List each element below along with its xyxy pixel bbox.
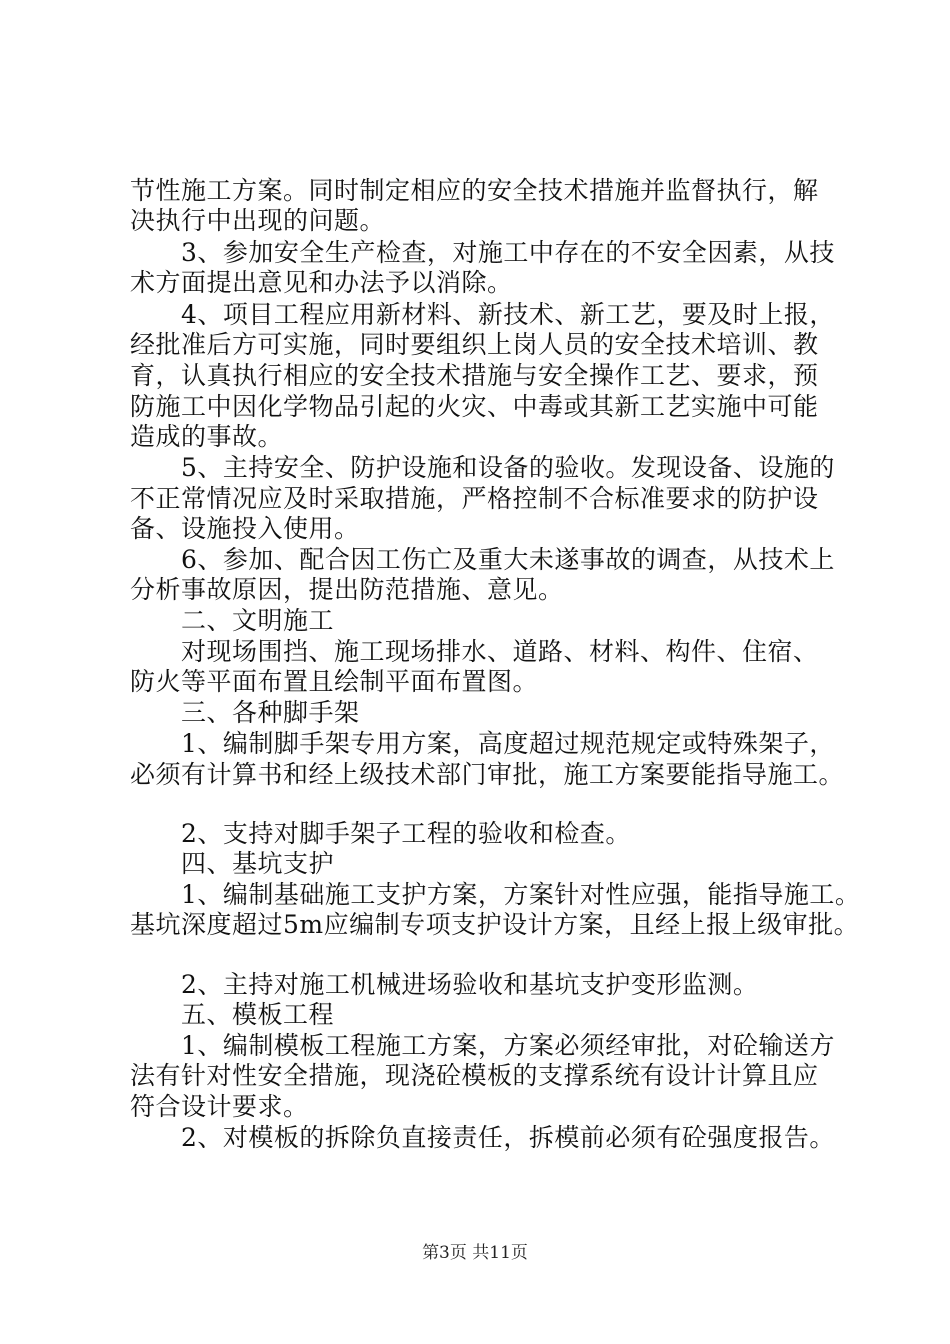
text-line: 育，认真执行相应的安全技术措施与安全操作工艺、要求，预 xyxy=(130,361,819,390)
text-line: 符合设计要求。 xyxy=(130,1092,309,1121)
text-line: 分析事故原因，提出防范措施、意见。 xyxy=(130,575,564,604)
text-line: 基坑深度超过5m应编制专项支护设计方案，且经上报上级审批。 xyxy=(130,910,860,939)
text-line: 经批准后方可实施，同时要组织上岗人员的安全技术培训、教 xyxy=(130,330,819,359)
text-line: 法有针对性安全措施，现浇砼模板的支撑系统有设计计算且应 xyxy=(130,1061,819,1090)
text-line: 备、设施投入使用。 xyxy=(130,514,360,543)
text-line: 不正常情况应及时采取措施，严格控制不合标准要求的防护设 xyxy=(130,484,819,513)
text-line: 节性施工方案。同时制定相应的安全技术措施并监督执行，解 xyxy=(130,176,819,205)
text-line: 6、参加、配合因工伤亡及重大未遂事故的调查，从技术上 xyxy=(130,545,835,574)
text-line: 1、编制基础施工支护方案，方案针对性应强，能指导施工。 xyxy=(130,880,861,909)
text-line: 2、对模板的拆除负直接责任，拆模前必须有砼强度报告。 xyxy=(130,1123,835,1152)
text-line: 对现场围挡、施工现场排水、道路、材料、构件、住宿、 xyxy=(130,637,819,666)
text-line: 造成的事故。 xyxy=(130,422,284,451)
section-heading: 五、模板工程 xyxy=(130,1000,335,1029)
text-line: 5、主持安全、防护设施和设备的验收。发现设备、设施的 xyxy=(130,453,835,482)
text-line: 防施工中因化学物品引起的火灾、中毒或其新工艺实施中可能 xyxy=(130,392,819,421)
section-heading: 四、基坑支护 xyxy=(130,849,335,878)
text-line: 2、支持对脚手架子工程的验收和检查。 xyxy=(130,819,631,848)
text-line: 3、参加安全生产检查，对施工中存在的不安全因素，从技 xyxy=(130,238,835,267)
section-heading: 三、各种脚手架 xyxy=(130,698,360,727)
page-number-footer: 第3页 共11页 xyxy=(422,1243,528,1263)
text-line: 2、主持对施工机械进场验收和基坑支护变形监测。 xyxy=(130,970,759,999)
text-line: 必须有计算书和经上级技术部门审批，施工方案要能指导施工。 xyxy=(130,760,845,789)
text-line: 决执行中出现的问题。 xyxy=(130,206,386,235)
text-line: 4、项目工程应用新材料、新技术、新工艺，要及时上报， xyxy=(130,300,835,329)
text-line: 防火等平面布置且绘制平面布置图。 xyxy=(130,667,539,696)
text-line: 术方面提出意见和办法予以消除。 xyxy=(130,268,513,297)
section-heading: 二、文明施工 xyxy=(130,606,335,635)
text-line: 1、编制模板工程施工方案，方案必须经审批，对砼输送方 xyxy=(130,1031,835,1060)
text-line: 1、编制脚手架专用方案，高度超过规范规定或特殊架子， xyxy=(130,729,835,758)
